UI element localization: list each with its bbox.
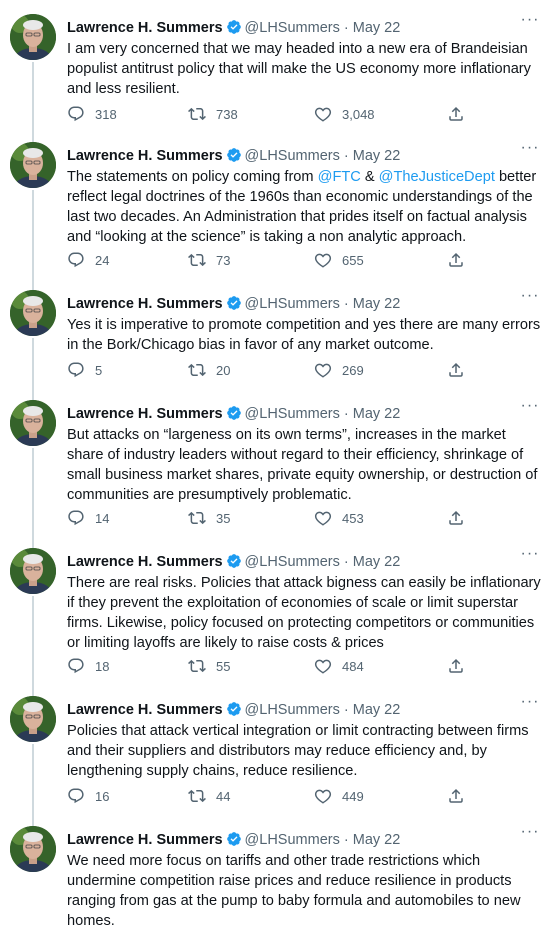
like-count: 453 — [342, 510, 364, 526]
tweet-text-part: & — [360, 169, 379, 185]
separator: · — [343, 406, 349, 422]
thread-line — [32, 596, 34, 696]
retweet-icon — [188, 509, 206, 527]
author-handle[interactable]: @LHSummers — [244, 702, 340, 718]
avatar[interactable] — [10, 548, 56, 594]
more-icon[interactable]: ··· — [520, 11, 540, 28]
reply-button[interactable] — [67, 786, 109, 806]
reply-count: 16 — [95, 788, 110, 804]
separator: · — [343, 702, 349, 718]
reply-icon — [67, 361, 85, 379]
author-name[interactable]: Lawrence H. Summers — [67, 702, 223, 718]
reply-count: 24 — [95, 252, 110, 268]
retweet-count: 738 — [216, 106, 238, 122]
reply-button[interactable] — [67, 104, 117, 124]
separator: · — [343, 296, 349, 312]
share-button[interactable] — [447, 656, 475, 676]
more-icon[interactable]: ··· — [520, 545, 540, 562]
retweet-count: 35 — [216, 510, 231, 526]
tweet-date[interactable]: May 22 — [352, 832, 401, 848]
author-name[interactable]: Lawrence H. Summers — [67, 554, 223, 570]
like-button[interactable] — [314, 508, 364, 528]
more-icon[interactable]: ··· — [520, 397, 540, 414]
avatar-photo — [10, 290, 56, 336]
avatar-photo — [10, 14, 56, 60]
share-icon — [447, 105, 465, 123]
avatar-photo — [10, 696, 56, 742]
retweet-count: 44 — [216, 788, 231, 804]
verified-badge-icon — [226, 701, 242, 723]
separator: · — [343, 20, 349, 36]
reply-icon — [67, 251, 85, 269]
reply-button[interactable] — [67, 250, 109, 270]
share-icon — [447, 657, 465, 675]
author-name[interactable]: Lawrence H. Summers — [67, 148, 223, 164]
author-name[interactable]: Lawrence H. Summers — [67, 406, 223, 422]
reply-count: 18 — [95, 658, 110, 674]
more-icon[interactable]: ··· — [520, 287, 540, 304]
tweet-header — [67, 700, 540, 720]
avatar[interactable] — [10, 142, 56, 188]
like-count: 655 — [342, 252, 364, 268]
mention-link[interactable]: @TheJusticeDept — [378, 169, 495, 185]
share-button[interactable] — [447, 104, 475, 124]
retweet-button[interactable] — [188, 508, 230, 528]
reply-icon — [67, 105, 85, 123]
separator: · — [343, 832, 349, 848]
author-name[interactable]: Lawrence H. Summers — [67, 832, 223, 848]
reply-icon — [67, 657, 85, 675]
retweet-button[interactable] — [188, 250, 230, 270]
tweet-text-part: better reflect legal doctrines of the 1960s than economic understandings of the last two decades. An Administration that prides itself on factual analysis and “looking at the science” is taking a non analytic approach. — [67, 169, 537, 245]
author-handle[interactable]: @LHSummers — [244, 832, 340, 848]
share-button[interactable] — [447, 508, 475, 528]
reply-button[interactable] — [67, 656, 109, 676]
tweet-text: There are real risks. Policies that attack bigness can easily be inflationary if they prevent the exploitation of economies of scale or limit superstar firms. Likewise, policy focused on protecting competitors or communities or limiting layoffs are likely to raise costs & prices — [67, 575, 541, 651]
retweet-count: 55 — [216, 658, 231, 674]
like-count: 3,048 — [342, 106, 375, 122]
retweet-icon — [188, 657, 206, 675]
tweet-header — [67, 18, 540, 38]
avatar[interactable] — [10, 826, 56, 872]
verified-badge-icon — [226, 831, 242, 853]
tweet-text: We need more focus on tariffs and other trade restrictions which undermine competition raise prices and reduce resilience in products ranging from gas at the pump to baby formula and automobiles to new homes. — [67, 853, 521, 929]
thread-line — [32, 62, 34, 142]
tweet-date[interactable]: May 22 — [352, 148, 401, 164]
tweet-date[interactable]: May 22 — [352, 702, 401, 718]
more-icon[interactable]: ··· — [520, 823, 540, 840]
share-button[interactable] — [447, 250, 475, 270]
author-handle[interactable]: @LHSummers — [244, 554, 340, 570]
avatar-photo — [10, 548, 56, 594]
tweet-actions — [67, 250, 467, 270]
reply-icon — [67, 787, 85, 805]
tweet-actions — [67, 508, 467, 528]
reply-button[interactable] — [67, 508, 109, 528]
retweet-count: 73 — [216, 252, 231, 268]
thread-line — [32, 744, 34, 828]
tweet-header — [67, 552, 540, 572]
heart-icon — [314, 361, 332, 379]
author-handle[interactable]: @LHSummers — [244, 20, 340, 36]
like-button[interactable] — [314, 360, 364, 380]
share-icon — [447, 509, 465, 527]
retweet-count: 20 — [216, 362, 231, 378]
avatar-photo — [10, 142, 56, 188]
tweet-text: I am very concerned that we may headed into a new era of Brandeisian populist antitrust policy that will make the US economy more inflationary and less resilient. — [67, 41, 531, 97]
separator: · — [343, 148, 349, 164]
share-button[interactable] — [447, 360, 475, 380]
reply-icon — [67, 509, 85, 527]
verified-badge-icon — [226, 405, 242, 427]
avatar[interactable] — [10, 400, 56, 446]
tweet-header — [67, 404, 540, 424]
tweet-date[interactable]: May 22 — [352, 296, 401, 312]
tweet-text: Yes it is imperative to promote competition and yes there are many errors in the Bork/Chicago bias in favor of any market outcome. — [67, 317, 541, 353]
like-button[interactable] — [314, 104, 375, 124]
tweet-actions — [67, 656, 467, 676]
retweet-icon — [188, 787, 206, 805]
heart-icon — [314, 787, 332, 805]
tweet-header — [67, 294, 540, 314]
like-count: 484 — [342, 658, 364, 674]
tweet-date[interactable]: May 22 — [352, 20, 401, 36]
share-icon — [447, 361, 465, 379]
like-button[interactable] — [314, 250, 364, 270]
retweet-button[interactable] — [188, 656, 230, 676]
thread-line — [32, 190, 34, 290]
verified-badge-icon — [226, 553, 242, 575]
retweet-icon — [188, 105, 206, 123]
tweet-text: But attacks on “largeness on its own terms”, increases in the market share of industry leaders without regard to their efficiency, shrinkage of small business market shares, private equity ownership, or destruction of communities are presumptively problematic. — [67, 427, 538, 503]
tweet-actions — [67, 786, 467, 806]
like-count: 269 — [342, 362, 364, 378]
heart-icon — [314, 657, 332, 675]
more-icon[interactable]: ··· — [520, 139, 540, 156]
tweet-header — [67, 146, 540, 166]
tweet-text — [67, 167, 545, 247]
retweet-button[interactable] — [188, 786, 230, 806]
heart-icon — [314, 509, 332, 527]
tweet-text-part: The statements on policy coming from — [67, 169, 318, 185]
avatar-photo — [10, 400, 56, 446]
reply-count: 5 — [95, 362, 103, 378]
verified-badge-icon — [226, 19, 242, 41]
retweet-icon — [188, 251, 206, 269]
reply-count: 318 — [95, 106, 117, 122]
author-name[interactable]: Lawrence H. Summers — [67, 296, 223, 312]
author-handle[interactable]: @LHSummers — [244, 406, 340, 422]
avatar[interactable] — [10, 696, 56, 742]
tweet-date[interactable]: May 22 — [352, 406, 401, 422]
separator: · — [343, 554, 349, 570]
retweet-button[interactable] — [188, 360, 230, 380]
tweet-actions — [67, 104, 467, 124]
verified-badge-icon — [226, 147, 242, 169]
tweet-header — [67, 830, 540, 850]
author-name[interactable]: Lawrence H. Summers — [67, 20, 223, 36]
share-button[interactable] — [447, 786, 475, 806]
more-icon[interactable]: ··· — [520, 693, 540, 710]
avatar[interactable] — [10, 14, 56, 60]
mention-link[interactable]: @FTC — [317, 169, 361, 185]
share-icon — [447, 251, 465, 269]
heart-icon — [314, 251, 332, 269]
like-button[interactable] — [314, 656, 364, 676]
thread-line — [32, 338, 34, 400]
tweet-actions — [67, 360, 467, 380]
avatar-photo — [10, 826, 56, 872]
like-count: 449 — [342, 788, 364, 804]
share-icon — [447, 787, 465, 805]
verified-badge-icon — [226, 295, 242, 317]
reply-button[interactable] — [67, 360, 102, 380]
author-handle[interactable]: @LHSummers — [244, 296, 340, 312]
tweet-text: Policies that attack vertical integration or limit contracting between firms and their suppliers and distributors may reduce efficiency and, by lengthening supply chains, reduce resilience. — [67, 723, 529, 779]
avatar[interactable] — [10, 290, 56, 336]
author-handle[interactable]: @LHSummers — [244, 148, 340, 164]
reply-count: 14 — [95, 510, 110, 526]
like-button[interactable] — [314, 786, 364, 806]
thread-line — [32, 448, 34, 548]
heart-icon — [314, 105, 332, 123]
retweet-button[interactable] — [188, 104, 238, 124]
tweet-date[interactable]: May 22 — [352, 554, 401, 570]
retweet-icon — [188, 361, 206, 379]
